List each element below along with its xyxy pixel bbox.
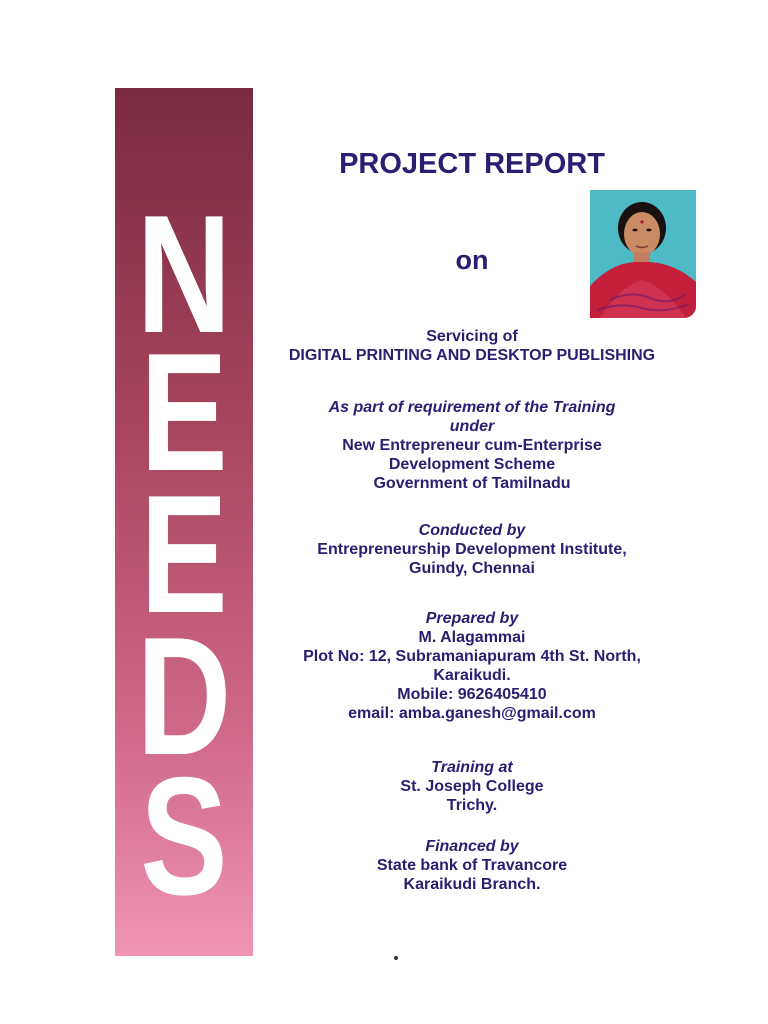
- banner-letter-s: S: [140, 742, 228, 930]
- training-line-2: Trichy.: [446, 797, 498, 814]
- requirement-line-3: New Entrepreneur cum-Enterprise: [342, 437, 602, 454]
- financed-line-1: State bank of Travancore: [376, 857, 568, 874]
- needs-side-banner: [115, 88, 253, 956]
- prepared-name: M. Alagammai: [418, 629, 526, 646]
- prepared-address-1: Plot No: 12, Subramaniapuram 4th St. North,: [303, 648, 641, 665]
- conducted-line-1: Entrepreneurship Development Institute,: [317, 541, 627, 558]
- report-on-word: on: [455, 245, 489, 275]
- financed-heading: Financed by: [425, 838, 519, 855]
- financed-section: [262, 837, 682, 894]
- servicing-section: [262, 327, 682, 365]
- requirement-line-5: Government of Tamilnadu: [373, 475, 571, 492]
- financed-line-2: Karaikudi Branch.: [403, 876, 541, 893]
- requirement-section: [262, 398, 682, 493]
- conducted-heading: Conducted by: [418, 522, 526, 539]
- report-title: PROJECT REPORT: [339, 148, 605, 180]
- servicing-line-1: Servicing of: [426, 328, 518, 345]
- banner-letter-n: N: [136, 180, 232, 368]
- prepared-address-2: Karaikudi.: [433, 667, 511, 684]
- prepared-mobile: Mobile: 9626405410: [397, 686, 547, 703]
- requirement-line-4: Development Scheme: [388, 456, 556, 473]
- page-dot-mark: [394, 956, 398, 960]
- requirement-line-2: under: [449, 418, 495, 435]
- person-photo-icon: [590, 190, 696, 318]
- training-section: [262, 758, 682, 815]
- conducted-section: [262, 521, 682, 578]
- requirement-line-1: As part of requirement of the Training: [328, 399, 616, 416]
- person-photo: [590, 190, 696, 318]
- servicing-line-2: DIGITAL PRINTING AND DESKTOP PUBLISHING: [288, 347, 656, 364]
- banner-letter-e-first: E: [140, 318, 228, 506]
- training-heading: Training at: [431, 759, 513, 776]
- prepared-email: email: amba.ganesh@gmail.com: [348, 705, 596, 722]
- prepared-heading: Prepared by: [425, 610, 519, 627]
- prepared-section: [262, 609, 682, 723]
- banner-letter-e-second: E: [140, 460, 228, 648]
- conducted-line-2: Guindy, Chennai: [409, 560, 535, 577]
- banner-letter-d: D: [136, 602, 232, 790]
- training-line-1: St. Joseph College: [400, 778, 544, 795]
